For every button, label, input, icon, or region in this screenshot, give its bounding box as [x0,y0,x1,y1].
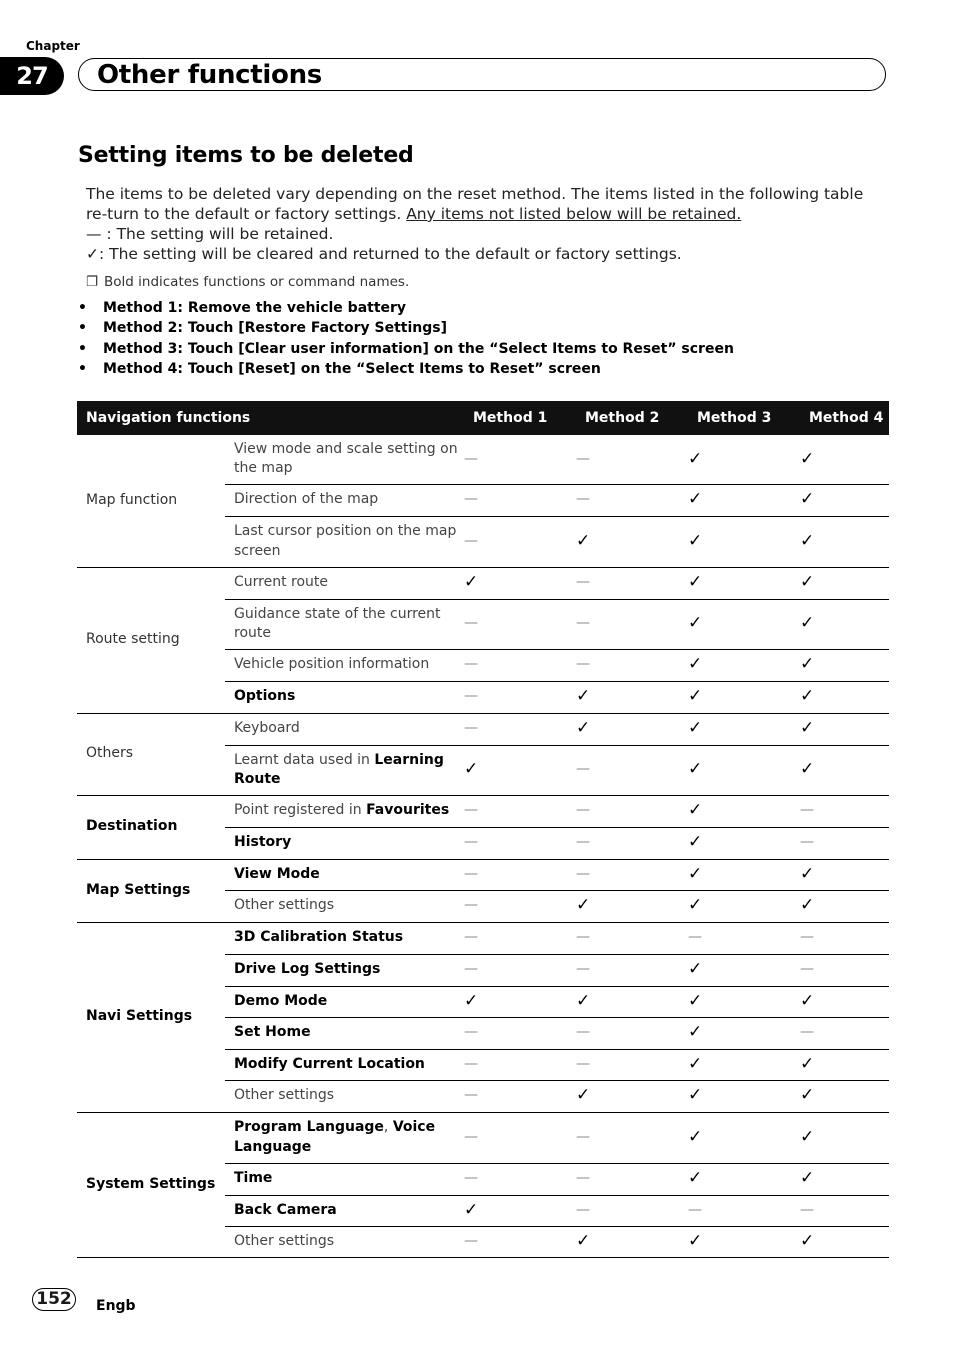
item-cell [225,1195,464,1226]
cleared-check-icon: ✓ [576,986,688,1017]
bullet-icon: • [78,340,87,357]
item-cell [225,1017,464,1049]
retained-dash: — [464,1049,576,1080]
cleared-check-icon: ✓ [688,795,800,827]
retained-dash: — [688,922,800,954]
cleared-check-icon: ✓ [464,986,576,1017]
item-cell [225,922,464,954]
cleared-check-icon: ✓ [688,859,800,890]
legend-check: ✓: The setting will be cleared and returned to the default or factory settings. [86,245,682,263]
method-item [78,341,734,361]
header-method-3: Method 3 [688,401,800,435]
retained-dash: — [464,1112,576,1163]
cleared-check-icon: ✓ [688,1163,800,1195]
cleared-check-icon: ✓ [688,516,800,567]
item-text: Time [234,1170,273,1187]
item-text: History [234,834,292,851]
retained-dash: — [576,859,688,890]
item-cell [225,795,464,827]
method-item [78,300,734,320]
retained-dash: — [576,922,688,954]
cleared-check-icon: ✓ [464,567,576,599]
cleared-check-icon: ✓ [576,516,688,567]
header-method-2: Method 2 [576,401,688,435]
retained-dash: — [464,890,576,922]
retained-dash: — [576,1049,688,1080]
item-cell [225,827,464,859]
item-text: Last cursor position on the map screen [234,523,457,559]
retained-dash: — [464,1226,576,1257]
retained-dash: — [464,922,576,954]
cleared-check-icon: ✓ [688,599,800,649]
item-text: Current route [234,574,329,591]
table-body [77,435,889,1257]
bullet-icon: • [78,360,87,377]
method-item [78,361,734,381]
item-cell [225,649,464,681]
legend-dash: — : The setting will be retained. [86,225,334,243]
method-item [78,320,734,340]
item-cell [225,954,464,986]
item-cell [225,1049,464,1080]
item-text: Other settings [234,1087,335,1104]
item-text: Favourites [366,802,450,819]
retained-dash: — [576,484,688,516]
bullet-icon: • [78,300,87,316]
cleared-check-icon: ✓ [576,681,688,713]
table-header-row [77,401,889,435]
item-text: Learnt data used in [234,751,375,768]
item-text: Point registered in [234,802,367,819]
cleared-check-icon: ✓ [688,1049,800,1080]
category-cell: Map function [77,435,225,567]
item-text: Keyboard [234,720,300,737]
cleared-check-icon: ✓ [688,435,800,484]
retained-dash: — [464,795,576,827]
retained-dash: — [576,1112,688,1163]
cleared-check-icon: ✓ [688,713,800,745]
method-text: Method 3: Touch [Clear user information] on the “Select Items to Reset” screen [103,340,734,357]
retained-dash: — [576,567,688,599]
retained-dash: — [800,954,889,986]
item-cell [225,567,464,599]
item-text: Learning Route [234,751,444,787]
chapter-label: Chapter [26,39,80,53]
cleared-check-icon: ✓ [688,745,800,795]
retained-dash: — [576,649,688,681]
cleared-check-icon: ✓ [688,484,800,516]
bullet-icon: • [78,320,87,337]
method-list [78,300,734,381]
item-cell [225,890,464,922]
category-cell: System Settings [77,1112,225,1257]
intro-sentence: The items to be deleted vary depending on the reset method. The items listed in the following table re-turn to the default or factory settings. [86,185,864,223]
cleared-check-icon: ✓ [800,1226,889,1257]
retained-dash: — [464,713,576,745]
item-text: Demo Mode [234,992,328,1009]
item-cell [225,516,464,567]
cleared-check-icon: ✓ [800,1163,889,1195]
retained-dash: — [464,827,576,859]
cleared-check-icon: ✓ [576,890,688,922]
item-text: Options [234,688,296,705]
retained-dash: — [464,516,576,567]
item-text: View mode and scale setting on the map [234,440,458,477]
cleared-check-icon: ✓ [464,745,576,795]
retained-dash: — [464,599,576,649]
retained-dash: — [576,1163,688,1195]
item-text: Guidance state of the current route [234,605,441,641]
cleared-check-icon: ✓ [800,649,889,681]
checkbox-bullet-icon: ❐ [86,274,99,290]
item-text: , [383,1119,393,1135]
item-cell [225,986,464,1017]
category-cell: Navi Settings [77,922,225,1112]
item-cell [225,745,464,795]
item-text: Back Camera [234,1201,337,1218]
note-text: Bold indicates functions or command names. [104,274,410,290]
language-code: Engb [96,1298,136,1314]
retained-dash: — [576,1017,688,1049]
item-text: Voice Language [234,1119,436,1155]
item-cell [225,435,464,484]
cleared-check-icon: ✓ [800,435,889,484]
table-row [77,435,889,484]
retained-dash: — [800,1195,889,1226]
cleared-check-icon: ✓ [688,649,800,681]
retained-dash: — [576,827,688,859]
item-cell [225,1112,464,1163]
table-row [77,567,889,599]
item-text: Other settings [234,1232,335,1249]
retained-dash: — [464,681,576,713]
reset-items-table [77,401,889,1258]
category-cell: Route setting [77,567,225,713]
cleared-check-icon: ✓ [688,1080,800,1112]
retained-dash: — [800,922,889,954]
intro-paragraph [86,184,886,224]
item-text: Direction of the map [234,491,379,508]
item-cell [225,713,464,745]
item-text: Drive Log Settings [234,961,381,978]
retained-dash: — [464,435,576,484]
item-cell [225,681,464,713]
cleared-check-icon: ✓ [800,516,889,567]
retained-dash: — [576,795,688,827]
retained-dash: — [576,599,688,649]
item-text: Other settings [234,897,335,914]
item-cell [225,1226,464,1257]
category-cell: Map Settings [77,859,225,922]
chapter-title-frame [78,58,886,91]
page-number: 152 [32,1288,76,1311]
cleared-check-icon: ✓ [800,484,889,516]
table-row [77,922,889,954]
cleared-check-icon: ✓ [464,1195,576,1226]
retained-dash: — [576,435,688,484]
cleared-check-icon: ✓ [688,1112,800,1163]
item-cell [225,484,464,516]
table-row [77,1112,889,1163]
table-row [77,795,889,827]
cleared-check-icon: ✓ [576,713,688,745]
note [86,274,409,290]
cleared-check-icon: ✓ [576,1080,688,1112]
cleared-check-icon: ✓ [800,1049,889,1080]
category-cell: Destination [77,795,225,859]
item-cell [225,1080,464,1112]
retained-dash: — [800,1017,889,1049]
retained-dash: — [464,859,576,890]
cleared-check-icon: ✓ [688,567,800,599]
item-cell [225,1163,464,1195]
cleared-check-icon: ✓ [800,986,889,1017]
cleared-check-icon: ✓ [800,599,889,649]
table-row [77,713,889,745]
retained-notice: Any items not listed below will be retained. [406,205,742,223]
method-text: Method 4: Touch [Reset] on the “Select Items to Reset” screen [103,360,601,377]
cleared-check-icon: ✓ [688,954,800,986]
retained-dash: — [800,795,889,827]
cleared-check-icon: ✓ [800,890,889,922]
retained-dash: — [464,1163,576,1195]
item-cell [225,599,464,649]
cleared-check-icon: ✓ [800,567,889,599]
cleared-check-icon: ✓ [688,681,800,713]
retained-dash: — [464,649,576,681]
cleared-check-icon: ✓ [688,827,800,859]
cleared-check-icon: ✓ [800,1080,889,1112]
chapter-number-badge: 27 [0,57,64,95]
cleared-check-icon: ✓ [800,713,889,745]
item-text: Program Language [234,1119,384,1135]
retained-dash: — [576,954,688,986]
table-row [77,859,889,890]
retained-dash: — [576,1195,688,1226]
category-cell: Others [77,713,225,795]
method-text: Method 1: Remove the vehicle battery [103,300,407,316]
retained-dash: — [464,954,576,986]
retained-dash: — [800,827,889,859]
item-text: Set Home [234,1024,311,1041]
retained-dash: — [464,484,576,516]
intro-text [86,184,886,264]
cleared-check-icon: ✓ [688,1226,800,1257]
chapter-title: Other functions [97,60,322,90]
header-method-4: Method 4 [800,401,889,435]
cleared-check-icon: ✓ [800,745,889,795]
retained-dash: — [688,1195,800,1226]
retained-dash: — [464,1080,576,1112]
item-cell [225,859,464,890]
section-title: Setting items to be deleted [78,143,414,168]
method-text: Method 2: Touch [Restore Factory Settings] [103,320,448,337]
item-text: Modify Current Location [234,1055,425,1072]
retained-dash: — [576,745,688,795]
header-method-1: Method 1 [464,401,576,435]
cleared-check-icon: ✓ [688,1017,800,1049]
header-navigation-functions: Navigation functions [77,401,464,435]
item-text: View Mode [234,865,320,882]
cleared-check-icon: ✓ [800,1112,889,1163]
cleared-check-icon: ✓ [800,859,889,890]
retained-dash: — [464,1017,576,1049]
cleared-check-icon: ✓ [576,1226,688,1257]
cleared-check-icon: ✓ [800,681,889,713]
item-text: 3D Calibration Status [234,929,404,946]
cleared-check-icon: ✓ [688,890,800,922]
cleared-check-icon: ✓ [688,986,800,1017]
item-text: Vehicle position information [234,656,430,673]
